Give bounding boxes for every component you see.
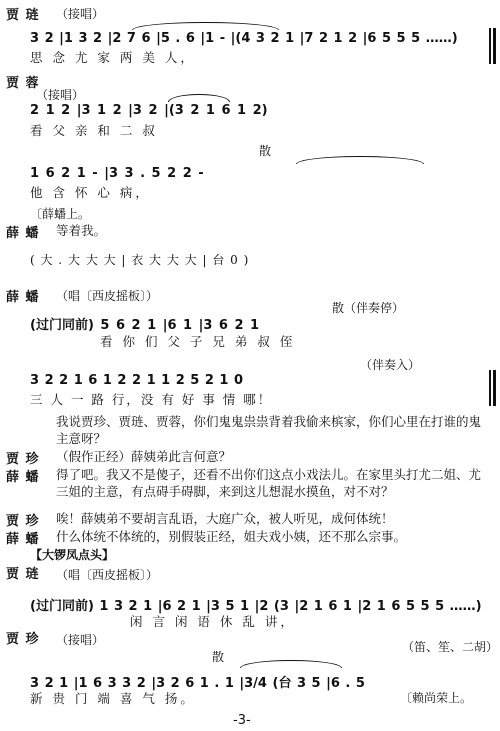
role-name: 薛 蟠 [6,532,40,547]
percussion-notation: ( 大 . 大 大 大 | 衣 大 大 大 | 台 0 ) [30,253,249,267]
music-notation: (过门同前) 1 3 2 1 |6 2 1 |3 5 1 |2 (3 |2 1 6 1 |2 1 6 5 5 5 ……) [30,599,482,614]
dialogue-text: 唉！薛姨弟不要胡言乱语，大庭广众，被人听见，成何体统！ [56,511,394,526]
dialogue-text: 得了吧。我又不是傻子，还看不出你们这点小戏法儿。在家里头打尤二姐、尤三姐的主意，有点碍手碍脚，来到这儿想混水摸鱼，对不对？ [56,467,482,499]
stage-direction: （接唱） [56,7,105,21]
slur [132,22,279,30]
tempo-mark: 散 [259,144,272,158]
role-name: 贾 蓉 [6,76,40,91]
end-barline-thick [493,28,496,64]
music-notation: 1 6 2 1 - |3 3 . 5 2 2 - [30,166,204,181]
lyrics-line: 看 你 们 父 子 兄 弟 叔 侄 [100,334,296,349]
lyrics-line: 新 贵 门 端 喜 气 扬。 [30,691,196,706]
role-name: 贾 珍 [6,452,40,467]
role-name: 薛 蟠 [6,290,40,305]
lyrics-line: 他 含 怀 心 病， [30,185,151,200]
dialogue-text: （假作正经）薛姨弟此言何意？ [56,449,232,464]
role-name: 贾 琏 [6,567,40,582]
role-name: 薛 蟠 [6,226,40,241]
page-number: -3- [233,713,251,728]
role-name: 薛 蟠 [6,470,40,485]
stage-direction: （唱〔西皮摇板〕） [56,568,159,582]
role-name: 贾 珍 [6,632,40,647]
stage-direction: （唱〔西皮摇板〕） [56,289,159,303]
music-notation: 3 2 1 |1 6 3 3 2 |3 2 6 1 . 1 |3/4 (台 3 5 |6 . 5 [30,676,365,691]
stage-direction: 〔薛蟠上。 [30,207,91,221]
music-notation: (过门同前) 5 6 2 1 |6 1 |3 6 2 1 [30,318,260,333]
stage-direction: 【大锣凤点头】 [30,548,115,562]
tempo-mark: （伴奏入） [360,358,421,372]
lyrics-line: 看 父 亲 和 二 叔 [30,123,158,138]
slur [296,156,424,164]
music-notation: 2 1 2 |3 1 2 |3 2 |(3 2 1 6 1 2) [30,103,268,118]
role-name: 贾 珍 [6,514,40,529]
music-notation: 3 2 |1 3 2 |2 7 6 |5 . 6 |1 - |(4 3 2 1 |7 2 1 2 |6 5 5 5 ……) [30,31,458,46]
dialogue-text: 什么体统不体统的，别假装正经，姐夫戏小姨，还不那么宗事。 [56,529,407,544]
lyrics-line: 三 人 一 路 行，没 有 好 事 情 哪！ [30,392,273,407]
stage-direction: 〔赖尚荣上。 [400,691,473,705]
end-barline-thick [493,370,496,406]
lyrics-line: 思 念 尤 家 两 美 人， [30,50,196,65]
end-barline [489,28,491,64]
role-name: 贾 琏 [6,8,40,23]
tempo-mark: 散 [212,650,225,664]
lyrics-line: 闲 言 闲 语 休 乱 讲， [130,614,296,629]
dialogue-text: 等着我。 [56,223,107,238]
instrument-note: （笛、笙、二胡） [402,640,499,654]
music-notation: 3 2 2 1 6 1 2 2 1 1 2 5 2 1 0 [30,373,244,388]
stage-direction: （接唱） [36,88,85,102]
tempo-mark: 散（伴奏停） [332,301,405,315]
stage-direction: （接唱） [56,633,105,647]
end-barline [489,370,491,406]
dialogue-text: 我说贾珍、贾琏、贾蓉，你们鬼鬼祟祟背着我偷来槟家，你们心里在打谁的鬼主意呀？ [56,414,482,446]
slur [240,660,342,668]
slur [168,94,230,102]
